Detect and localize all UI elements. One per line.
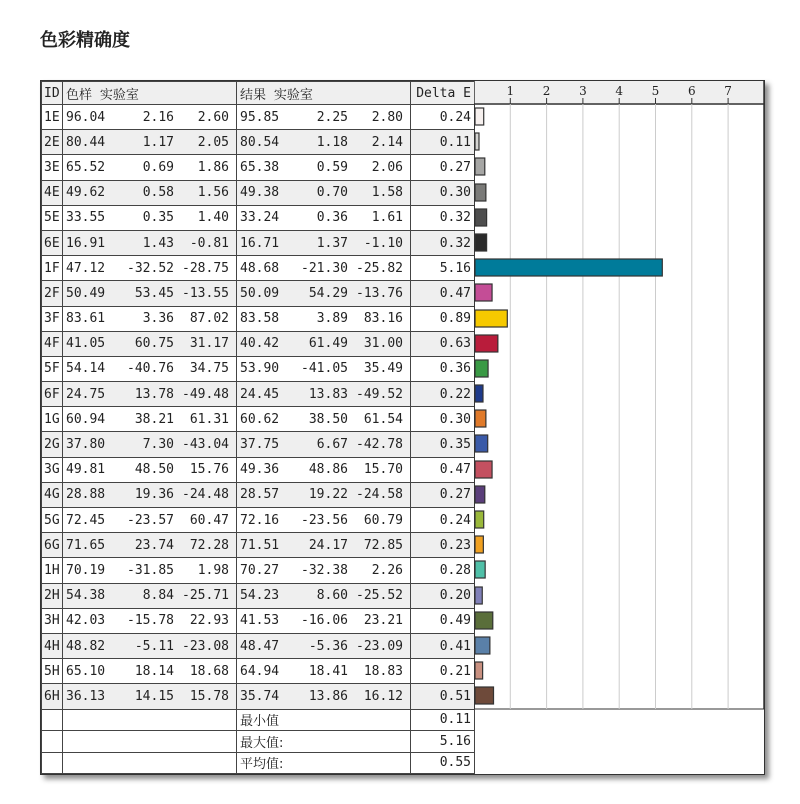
result-lab — [237, 155, 411, 180]
result-lab — [237, 356, 411, 381]
lab-value: 1.58 — [371, 185, 403, 201]
lab-value: 54.29 — [308, 285, 348, 301]
row-id: 4H — [42, 633, 63, 658]
row-id: 5E — [42, 205, 63, 230]
header-delta: Delta E — [411, 82, 475, 105]
row-id: 2F — [42, 281, 63, 306]
lab-value: -15.78 — [127, 613, 174, 629]
lab-value: 15.76 — [189, 462, 229, 478]
lab-value: 42.03 — [66, 613, 106, 629]
lab-value: 50.49 — [66, 285, 106, 301]
result-lab — [237, 558, 411, 583]
sample-lab — [63, 105, 237, 130]
result-lab — [237, 533, 411, 558]
lab-value: 15.70 — [363, 462, 403, 478]
lab-value: -23.08 — [182, 638, 229, 654]
sample-lab — [63, 457, 237, 482]
summary-label: 平均值: — [237, 752, 411, 774]
lab-value: 14.15 — [134, 688, 174, 704]
row-id: 2E — [42, 130, 63, 155]
lab-value: 40.42 — [240, 336, 280, 352]
delta-e-value: 0.49 — [411, 608, 475, 633]
tick-label: 5 — [651, 84, 660, 98]
lab-value: 3.89 — [316, 311, 348, 327]
lab-value: 2.14 — [371, 134, 403, 150]
lab-value: 48.68 — [240, 260, 280, 276]
result-lab — [237, 205, 411, 230]
row-id: 5G — [42, 508, 63, 533]
lab-value: 37.80 — [66, 437, 106, 453]
lab-value: -1.10 — [363, 235, 403, 251]
sample-lab — [63, 256, 237, 281]
row-id: 6H — [42, 684, 63, 709]
lab-value: 16.71 — [240, 235, 280, 251]
lab-value: 2.80 — [371, 109, 403, 125]
lab-value: 61.49 — [308, 336, 348, 352]
delta-e-value: 0.89 — [411, 306, 475, 331]
bar-2G — [475, 435, 488, 452]
bar-5H — [475, 662, 483, 679]
row-id: 2G — [42, 432, 63, 457]
tick-label: 4 — [615, 84, 624, 98]
lab-value: 1.61 — [371, 210, 403, 226]
bar-2H — [475, 587, 482, 604]
delta-e-value: 0.24 — [411, 508, 475, 533]
bar-2F — [475, 284, 492, 301]
row-id: 3F — [42, 306, 63, 331]
lab-value: 18.68 — [189, 663, 229, 679]
row-id: 5F — [42, 356, 63, 381]
lab-value: 54.23 — [240, 588, 280, 604]
sample-lab — [63, 508, 237, 533]
result-lab — [237, 407, 411, 432]
lab-value: -0.81 — [189, 235, 229, 251]
lab-value: -25.82 — [356, 260, 403, 276]
result-lab — [237, 256, 411, 281]
lab-value: 60.94 — [66, 411, 106, 427]
lab-value: 60.62 — [240, 411, 280, 427]
sample-lab — [63, 281, 237, 306]
sample-lab — [63, 180, 237, 205]
lab-value: 83.58 — [240, 311, 280, 327]
bar-1H — [475, 561, 485, 578]
lab-value: 49.81 — [66, 462, 106, 478]
page-title: 色彩精确度 — [40, 30, 130, 51]
lab-value: 41.05 — [66, 336, 106, 352]
lab-value: 23.74 — [134, 537, 174, 553]
lab-value: 1.56 — [197, 185, 229, 201]
sample-lab — [63, 356, 237, 381]
lab-value: 8.84 — [142, 588, 174, 604]
bar-5E — [475, 209, 487, 226]
lab-value: -43.04 — [182, 437, 229, 453]
delta-e-chart — [474, 81, 764, 774]
lab-value: 60.79 — [363, 512, 403, 528]
lab-value: 3.36 — [142, 311, 174, 327]
lab-value: -49.52 — [356, 386, 403, 402]
delta-e-value: 0.21 — [411, 659, 475, 684]
lab-value: 72.28 — [189, 537, 229, 553]
lab-value: 1.37 — [316, 235, 348, 251]
result-lab — [237, 281, 411, 306]
lab-value: 50.09 — [240, 285, 280, 301]
result-lab — [237, 583, 411, 608]
lab-value: -5.11 — [134, 638, 174, 654]
result-lab — [237, 306, 411, 331]
lab-value: 16.91 — [66, 235, 106, 251]
delta-e-value: 0.35 — [411, 432, 475, 457]
sample-lab — [63, 306, 237, 331]
lab-value: -25.71 — [182, 588, 229, 604]
lab-value: -25.52 — [356, 588, 403, 604]
row-id: 6F — [42, 382, 63, 407]
lab-value: 1.86 — [197, 159, 229, 175]
lab-value: 72.85 — [363, 537, 403, 553]
bar-5F — [475, 360, 488, 377]
row-id: 1E — [42, 105, 63, 130]
bar-2E — [475, 133, 479, 150]
lab-value: 13.86 — [308, 688, 348, 704]
sample-lab — [63, 205, 237, 230]
lab-value: -24.58 — [356, 487, 403, 503]
lab-value: 2.60 — [197, 109, 229, 125]
lab-value: -32.38 — [301, 562, 348, 578]
lab-value: 37.75 — [240, 437, 280, 453]
lab-value: -41.05 — [301, 361, 348, 377]
lab-value: 24.75 — [66, 386, 106, 402]
row-id: 1F — [42, 256, 63, 281]
lab-value: 95.85 — [240, 109, 280, 125]
lab-value: 33.55 — [66, 210, 106, 226]
lab-value: 72.45 — [66, 512, 106, 528]
bar-4H — [475, 637, 490, 654]
lab-value: -16.06 — [301, 613, 348, 629]
delta-e-value: 0.24 — [411, 105, 475, 130]
lab-value: 71.51 — [240, 537, 280, 553]
lab-value: 1.43 — [142, 235, 174, 251]
lab-value: -23.09 — [356, 638, 403, 654]
lab-value: 31.00 — [363, 336, 403, 352]
sample-lab — [63, 482, 237, 507]
row-id: 6G — [42, 533, 63, 558]
lab-value: 1.17 — [142, 134, 174, 150]
bar-6E — [475, 234, 487, 251]
row-id: 3H — [42, 608, 63, 633]
lab-value: 72.16 — [240, 512, 280, 528]
result-lab — [237, 482, 411, 507]
delta-e-value: 0.20 — [411, 583, 475, 608]
tick-label: 6 — [687, 84, 696, 98]
lab-value: -21.30 — [301, 260, 348, 276]
lab-value: 23.21 — [363, 613, 403, 629]
lab-value: 6.67 — [316, 437, 348, 453]
lab-value: 0.36 — [316, 210, 348, 226]
lab-value: 49.62 — [66, 185, 106, 201]
lab-value: 65.52 — [66, 159, 106, 175]
bar-6F — [475, 385, 483, 402]
row-id: 6E — [42, 230, 63, 255]
lab-value: 19.36 — [134, 487, 174, 503]
lab-value: 2.16 — [142, 109, 174, 125]
delta-e-value: 5.16 — [411, 256, 475, 281]
lab-value: 7.30 — [142, 437, 174, 453]
lab-value: 87.02 — [189, 311, 229, 327]
result-lab — [237, 432, 411, 457]
lab-value: 1.98 — [197, 562, 229, 578]
delta-e-value: 0.11 — [411, 130, 475, 155]
lab-value: -5.36 — [308, 638, 348, 654]
result-lab — [237, 633, 411, 658]
delta-e-value: 0.32 — [411, 205, 475, 230]
row-id: 4G — [42, 482, 63, 507]
lab-value: 70.19 — [66, 562, 106, 578]
sample-lab — [63, 558, 237, 583]
bar-3F — [475, 310, 507, 327]
lab-value: 47.12 — [66, 260, 106, 276]
lab-value: 53.45 — [134, 285, 174, 301]
lab-value: 60.47 — [189, 512, 229, 528]
lab-value: 13.83 — [308, 386, 348, 402]
row-id: 3G — [42, 457, 63, 482]
lab-value: 0.35 — [142, 210, 174, 226]
lab-value: 18.41 — [308, 663, 348, 679]
bar-1F — [475, 259, 662, 276]
sample-lab — [63, 230, 237, 255]
delta-e-value: 0.36 — [411, 356, 475, 381]
lab-value: 61.54 — [363, 411, 403, 427]
lab-value: -31.85 — [127, 562, 174, 578]
lab-value: 0.69 — [142, 159, 174, 175]
delta-e-value: 0.22 — [411, 382, 475, 407]
sample-lab — [63, 331, 237, 356]
bar-5G — [475, 511, 484, 528]
lab-value: 64.94 — [240, 663, 280, 679]
lab-value: -23.57 — [127, 512, 174, 528]
lab-value: 49.38 — [240, 185, 280, 201]
bar-6H — [475, 687, 494, 704]
header-result: 结果 实验室 — [237, 82, 411, 105]
lab-value: -42.78 — [356, 437, 403, 453]
bar-3G — [475, 461, 492, 478]
lab-value: 65.38 — [240, 159, 280, 175]
row-id: 2H — [42, 583, 63, 608]
lab-value: 35.74 — [240, 688, 280, 704]
sample-lab — [63, 130, 237, 155]
lab-value: 0.70 — [316, 185, 348, 201]
result-lab — [237, 382, 411, 407]
bar-4G — [475, 486, 485, 503]
result-lab — [237, 130, 411, 155]
lab-value: 38.50 — [308, 411, 348, 427]
lab-value: 49.36 — [240, 462, 280, 478]
delta-e-value: 0.32 — [411, 230, 475, 255]
lab-value: 41.53 — [240, 613, 280, 629]
lab-value: 54.14 — [66, 361, 106, 377]
lab-value: 61.31 — [189, 411, 229, 427]
summary-value: 0.55 — [411, 752, 475, 774]
lab-value: 24.45 — [240, 386, 280, 402]
lab-value: 70.27 — [240, 562, 280, 578]
lab-value: 28.88 — [66, 487, 106, 503]
lab-value: -23.56 — [301, 512, 348, 528]
lab-value: 80.54 — [240, 134, 280, 150]
lab-value: 83.16 — [363, 311, 403, 327]
lab-value: 19.22 — [308, 487, 348, 503]
header-id: ID — [42, 82, 63, 105]
result-lab — [237, 508, 411, 533]
result-lab — [237, 457, 411, 482]
delta-e-value: 0.51 — [411, 684, 475, 709]
sample-lab — [63, 659, 237, 684]
sample-lab — [63, 533, 237, 558]
lab-value: 28.57 — [240, 487, 280, 503]
lab-value: 35.49 — [363, 361, 403, 377]
result-lab — [237, 684, 411, 709]
result-lab — [237, 180, 411, 205]
lab-value: 33.24 — [240, 210, 280, 226]
result-lab — [237, 331, 411, 356]
lab-value: 96.04 — [66, 109, 106, 125]
bar-6G — [475, 536, 483, 553]
lab-value: 31.17 — [189, 336, 229, 352]
lab-value: 2.26 — [371, 562, 403, 578]
lab-value: 16.12 — [363, 688, 403, 704]
result-lab — [237, 230, 411, 255]
sample-lab — [63, 432, 237, 457]
sample-lab — [63, 583, 237, 608]
row-id: 4E — [42, 180, 63, 205]
tick-label: 3 — [579, 84, 587, 98]
bar-1G — [475, 410, 486, 427]
lab-value: 8.60 — [316, 588, 348, 604]
lab-value: 2.05 — [197, 134, 229, 150]
lab-value: 15.78 — [189, 688, 229, 704]
summary-label: 最小值 — [237, 709, 411, 731]
lab-value: 38.21 — [134, 411, 174, 427]
sample-lab — [63, 382, 237, 407]
lab-value: 48.86 — [308, 462, 348, 478]
delta-e-value: 0.47 — [411, 457, 475, 482]
bar-4E — [475, 184, 486, 201]
lab-value: 83.61 — [66, 311, 106, 327]
sample-lab — [63, 155, 237, 180]
delta-e-value: 0.27 — [411, 155, 475, 180]
tick-label: 7 — [724, 84, 732, 98]
delta-e-table — [40, 80, 765, 775]
lab-value: -32.52 — [127, 260, 174, 276]
result-lab — [237, 105, 411, 130]
lab-value: 48.47 — [240, 638, 280, 654]
lab-value: 36.13 — [66, 688, 106, 704]
lab-value: 48.82 — [66, 638, 106, 654]
summary-value: 0.11 — [411, 709, 475, 731]
delta-e-value: 0.41 — [411, 633, 475, 658]
lab-value: 18.83 — [363, 663, 403, 679]
bar-3E — [475, 158, 485, 175]
row-id: 5H — [42, 659, 63, 684]
lab-value: -28.75 — [182, 260, 229, 276]
bar-3H — [475, 612, 493, 629]
delta-e-value: 0.27 — [411, 482, 475, 507]
delta-e-value: 0.28 — [411, 558, 475, 583]
lab-value: 0.58 — [142, 185, 174, 201]
lab-value: 54.38 — [66, 588, 106, 604]
lab-value: -13.76 — [356, 285, 403, 301]
row-id: 1G — [42, 407, 63, 432]
tick-label: 2 — [542, 84, 551, 98]
summary-value: 5.16 — [411, 731, 475, 753]
lab-value: 13.78 — [134, 386, 174, 402]
header-sample: 色样 实验室 — [63, 82, 237, 105]
sample-lab — [63, 633, 237, 658]
lab-value: 2.25 — [316, 109, 348, 125]
row-id: 3E — [42, 155, 63, 180]
sample-lab — [63, 684, 237, 709]
lab-value: 80.44 — [66, 134, 106, 150]
row-id: 4F — [42, 331, 63, 356]
lab-value: 53.90 — [240, 361, 280, 377]
bar-4F — [475, 335, 498, 352]
lab-value: 60.75 — [134, 336, 174, 352]
delta-e-value: 0.23 — [411, 533, 475, 558]
delta-e-value: 0.30 — [411, 407, 475, 432]
row-id: 1H — [42, 558, 63, 583]
lab-value: 22.93 — [189, 613, 229, 629]
lab-value: -13.55 — [182, 285, 229, 301]
lab-value: 2.06 — [371, 159, 403, 175]
lab-value: 24.17 — [308, 537, 348, 553]
lab-value: 18.14 — [134, 663, 174, 679]
lab-value: 71.65 — [66, 537, 106, 553]
lab-value: 34.75 — [189, 361, 229, 377]
tick-label: 1 — [506, 84, 515, 98]
delta-e-value: 0.63 — [411, 331, 475, 356]
summary-label: 最大值: — [237, 731, 411, 753]
lab-value: -40.76 — [127, 361, 174, 377]
delta-e-value: 0.30 — [411, 180, 475, 205]
lab-value: 1.18 — [316, 134, 348, 150]
result-lab — [237, 608, 411, 633]
lab-value: 65.10 — [66, 663, 106, 679]
sample-lab — [63, 407, 237, 432]
lab-value: 0.59 — [316, 159, 348, 175]
delta-e-value: 0.47 — [411, 281, 475, 306]
lab-value: 48.50 — [134, 462, 174, 478]
result-lab — [237, 659, 411, 684]
sample-lab — [63, 608, 237, 633]
lab-value: -24.48 — [182, 487, 229, 503]
lab-value: 1.40 — [197, 210, 229, 226]
bar-1E — [475, 108, 484, 125]
lab-value: -49.48 — [182, 386, 229, 402]
